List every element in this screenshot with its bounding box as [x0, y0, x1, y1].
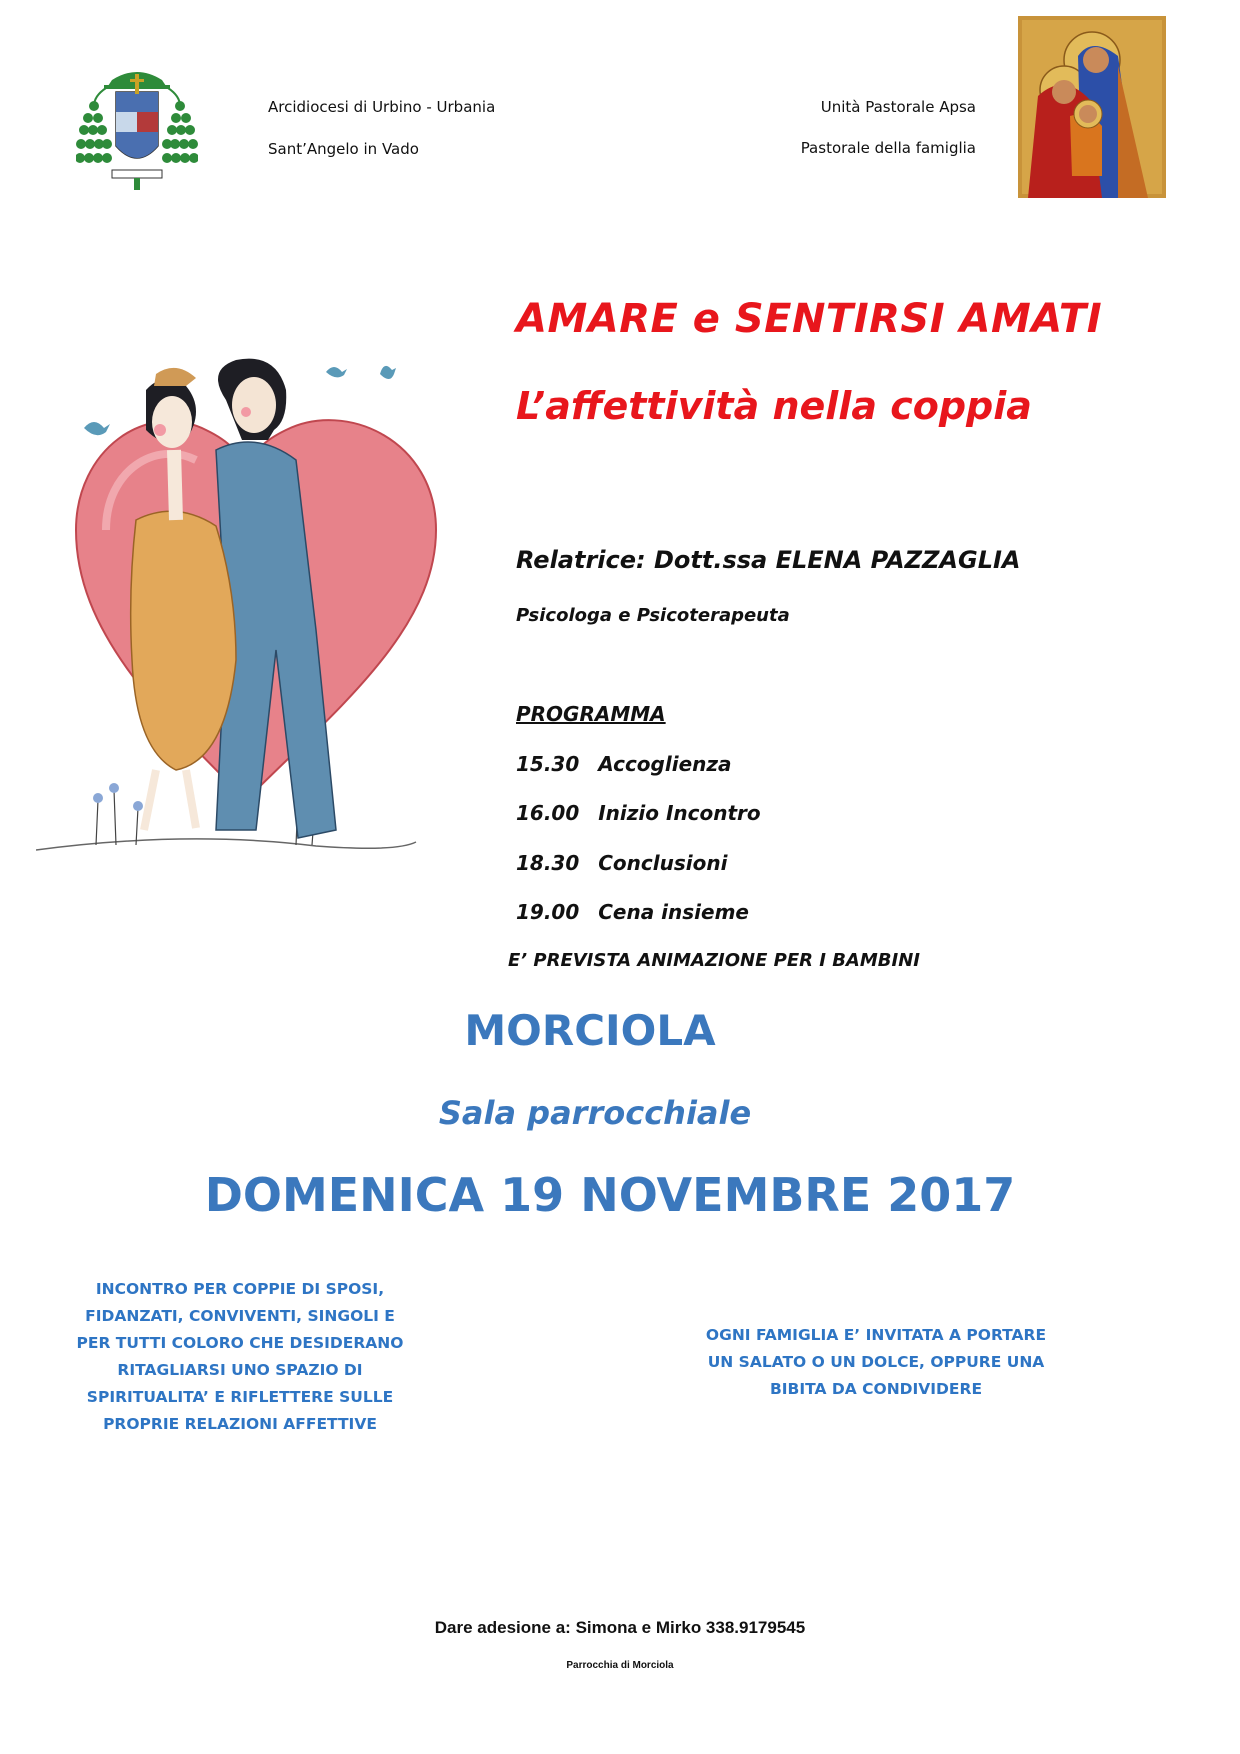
venue-place: MORCIOLA [464, 1006, 716, 1055]
coat-of-arms-logo [76, 66, 198, 196]
program-label: Conclusioni [598, 851, 728, 875]
program-label: Cena insieme [598, 900, 749, 924]
info-food [676, 1322, 1076, 1403]
venue-room: Sala parrocchiale [438, 1094, 752, 1132]
info-line: PER TUTTI COLORO CHE DESIDERANO [76, 1334, 404, 1352]
info-line: SPIRITUALITA’ E RIFLETTERE SULLE [86, 1388, 394, 1406]
contact-info: Dare adesione a: Simona e Mirko 338.9179545 [434, 1618, 806, 1637]
info-audience [50, 1276, 430, 1438]
program-time: 19.00 [516, 900, 580, 924]
speaker-role: Psicologa e Psicoterapeuta [516, 605, 790, 626]
event-subtitle: L’affettività nella coppia [516, 384, 1032, 428]
program-item [516, 752, 732, 776]
holy-family-icon-image [1018, 16, 1166, 198]
pastoral-unit: Unità Pastorale Apsa [820, 98, 976, 116]
program-label: Accoglienza [598, 752, 732, 776]
speaker-name: Relatrice: Dott.ssa ELENA PAZZAGLIA [516, 546, 1021, 574]
couple-heart-illustration [36, 330, 456, 890]
parish-name: Parrocchia di Morciola [566, 1660, 674, 1671]
info-line: OGNI FAMIGLIA E’ INVITATA A PORTARE [705, 1326, 1047, 1344]
info-line: INCONTRO PER COPPIE DI SPOSI, [95, 1280, 385, 1298]
pastoral-family: Pastorale della famiglia [800, 139, 976, 157]
program-label: Inizio Incontro [598, 801, 761, 825]
info-line: UN SALATO O UN DOLCE, OPPURE UNA [707, 1353, 1045, 1371]
program-time: 18.30 [516, 851, 580, 875]
program-time: 15.30 [516, 752, 580, 776]
info-line: BIBITA DA CONDIVIDERE [769, 1380, 983, 1398]
event-date: DOMENICA 19 NOVEMBRE 2017 [204, 1168, 1016, 1222]
program-item [516, 801, 761, 825]
program-time: 16.00 [516, 801, 580, 825]
info-line: PROPRIE RELAZIONI AFFETTIVE [103, 1415, 377, 1433]
diocese-location: Sant’Angelo in Vado [268, 140, 419, 158]
program-item [516, 900, 749, 924]
info-line: RITAGLIARSI UNO SPAZIO DI [117, 1361, 363, 1379]
event-title: AMARE e SENTIRSI AMATI [516, 296, 1103, 342]
diocese-name: Arcidiocesi di Urbino - Urbania [268, 98, 496, 116]
program-item [516, 851, 727, 875]
program-heading: PROGRAMMA [516, 702, 666, 726]
children-animation-note: E’ PREVISTA ANIMAZIONE PER I BAMBINI [508, 950, 920, 971]
info-line: FIDANZATI, CONVIVENTI, SINGOLI E [85, 1307, 395, 1325]
